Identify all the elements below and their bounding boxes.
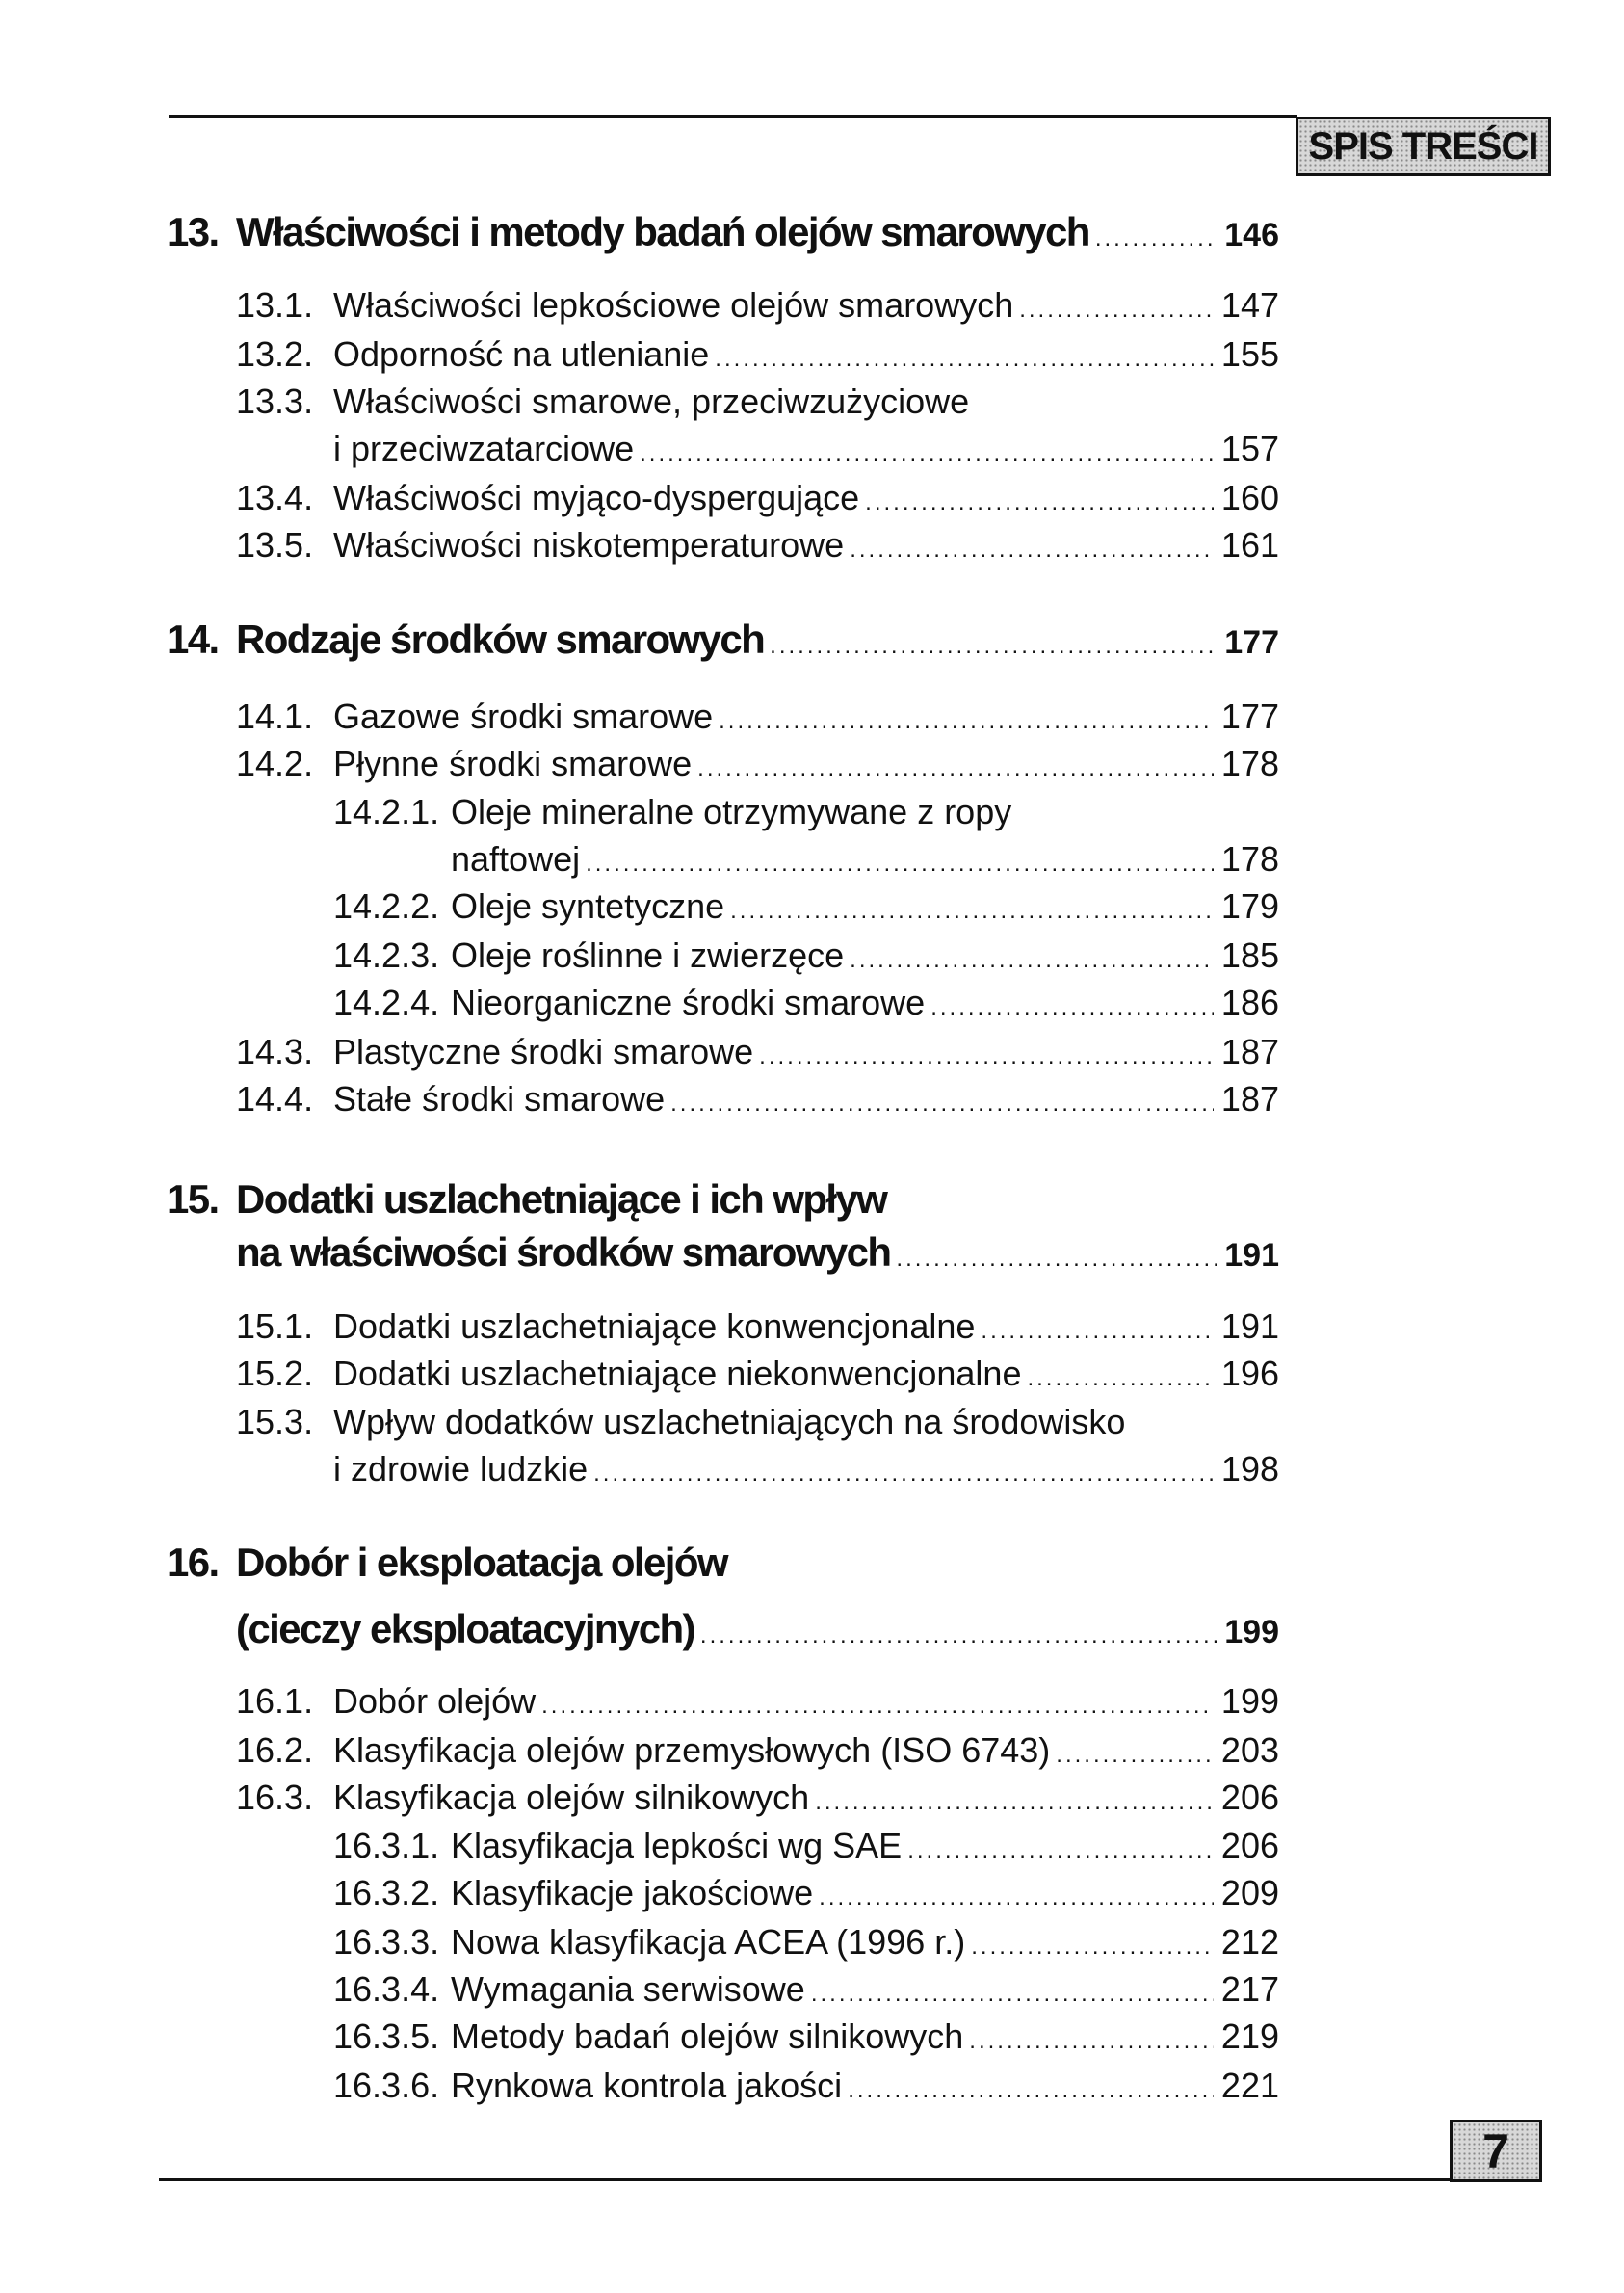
- toc-chapter-entry: [167, 1175, 1279, 1224]
- entry-title: Dodatki uszlachetniające konwencjonalne: [333, 1306, 976, 1346]
- entry-title: Wymagania serwisowe: [451, 1969, 805, 2009]
- toc-entry: [333, 1869, 1279, 1917]
- toc-entry: [333, 979, 1279, 1027]
- entry-title: Stałe środki smarowe: [333, 1079, 666, 1119]
- entry-number: 13.5.: [236, 525, 314, 565]
- entry-title: Oleje mineralne otrzymywane z ropy: [451, 792, 1012, 831]
- entry-page: 161: [1220, 525, 1279, 565]
- entry-page: 178: [1220, 839, 1279, 879]
- entry-number: 16.1.: [236, 1681, 314, 1721]
- entry-number: 13.4.: [236, 478, 314, 517]
- entry-title: Gazowe środki smarowe: [333, 697, 714, 736]
- entry-title: Plastyczne środki smarowe: [333, 1032, 754, 1071]
- dot-leader: [971, 1923, 1214, 1971]
- entry-page: 212: [1220, 1922, 1279, 1962]
- entry-title: naftowej: [451, 839, 581, 879]
- entry-number: 16.3.1.: [333, 1826, 440, 1865]
- entry-page: 187: [1220, 1079, 1279, 1119]
- entry-title: (cieczy eksploatacyjnych): [236, 1606, 694, 1651]
- entry-page: 185: [1220, 936, 1279, 975]
- toc-entry: [333, 2062, 1279, 2110]
- entry-page: 199: [1220, 1681, 1279, 1721]
- entry-page: 157: [1220, 429, 1279, 468]
- dot-leader: [1027, 1355, 1213, 1403]
- entry-number: 13.: [167, 209, 219, 254]
- entry-title: Klasyfikacja olejów przemysłowych (ISO 6743): [333, 1730, 1051, 1770]
- entry-page: 199: [1224, 1614, 1279, 1650]
- toc-chapter-entry: [167, 1539, 1279, 1587]
- dot-leader: [1095, 215, 1217, 263]
- section-badge: [1296, 117, 1551, 176]
- toc-entry: [236, 281, 1279, 329]
- toc-entry: [236, 693, 1279, 741]
- toc-entry: [236, 1774, 1279, 1822]
- footer-rule: [159, 2178, 1452, 2181]
- entry-page: 198: [1220, 1449, 1279, 1489]
- dot-leader: [969, 2017, 1214, 2066]
- entry-page: 146: [1224, 217, 1279, 253]
- entry-title: Właściwości myjąco-dyspergujące: [333, 478, 860, 517]
- entry-title: Odporność na utlenianie: [333, 334, 710, 374]
- entry-title: Płynne środki smarowe: [333, 744, 693, 783]
- toc-entry: [236, 1677, 1279, 1726]
- toc-entry: [236, 1726, 1279, 1775]
- entry-number: 14.2.: [236, 744, 314, 783]
- entry-number: 16.3.5.: [333, 2016, 440, 2056]
- dot-leader: [865, 479, 1214, 527]
- entry-title: Dodatki uszlachetniające niekonwencjonalne: [333, 1354, 1022, 1393]
- dot-leader: [850, 526, 1214, 574]
- dot-leader: [819, 1874, 1214, 1922]
- entry-title: Właściwości niskotemperaturowe: [333, 525, 845, 565]
- entry-page: 191: [1224, 1237, 1279, 1274]
- entry-title: Właściwości lepkościowe olejów smarowych: [333, 285, 1014, 325]
- toc-chapter-entry: [167, 1228, 1279, 1277]
- entry-number: 16.3.2.: [333, 1873, 440, 1912]
- toc-entry: [333, 835, 1279, 883]
- entry-title: i przeciwzatarciowe: [333, 429, 635, 468]
- dot-leader: [770, 622, 1217, 671]
- entry-title: Klasyfikacja olejów silnikowych: [333, 1778, 810, 1817]
- entry-page: 178: [1220, 744, 1279, 783]
- entry-number: 14.1.: [236, 697, 314, 736]
- dot-leader: [981, 1307, 1214, 1356]
- entry-number: 16.3.3.: [333, 1922, 440, 1962]
- dot-leader: [719, 698, 1214, 746]
- entry-number: 14.2.3.: [333, 936, 440, 975]
- entry-title: Nowa klasyfikacja ACEA (1996 r.): [451, 1922, 966, 1962]
- toc-chapter-entry: [167, 208, 1279, 256]
- entry-number: 14.4.: [236, 1079, 314, 1119]
- dot-leader: [593, 1450, 1214, 1498]
- entry-page: 219: [1220, 2016, 1279, 2056]
- dot-leader: [715, 335, 1214, 383]
- entry-title: Właściwości i metody badań olejów smarowych: [236, 209, 1089, 254]
- entry-page: 160: [1220, 478, 1279, 517]
- toc-entry: [333, 1918, 1279, 1966]
- entry-page: 217: [1220, 1969, 1279, 2009]
- entry-number: 16.3.4.: [333, 1969, 440, 2009]
- entry-number: 16.: [167, 1540, 219, 1585]
- entry-number: 15.1.: [236, 1306, 314, 1346]
- entry-page: 191: [1220, 1306, 1279, 1346]
- entry-title: Klasyfikacja lepkości wg SAE: [451, 1826, 903, 1865]
- entry-page: 179: [1220, 886, 1279, 926]
- dot-leader: [930, 984, 1214, 1032]
- entry-title: Oleje roślinne i zwierzęce: [451, 936, 845, 975]
- entry-number: 15.2.: [236, 1354, 314, 1393]
- dot-leader: [730, 887, 1214, 936]
- entry-page: 177: [1224, 624, 1279, 661]
- toc-entry: [236, 1398, 1279, 1446]
- dot-leader: [670, 1080, 1214, 1128]
- toc-entry: [333, 2013, 1279, 2061]
- entry-number: 14.: [167, 617, 219, 662]
- entry-page: 177: [1220, 697, 1279, 736]
- entry-page: 206: [1220, 1826, 1279, 1865]
- entry-title: Dobór i eksploatacja olejów: [236, 1540, 727, 1585]
- entry-title: Klasyfikacje jakościowe: [451, 1873, 814, 1912]
- toc-entry: [333, 932, 1279, 980]
- entry-number: 16.3.: [236, 1778, 314, 1817]
- toc-entry: [236, 1445, 1279, 1493]
- toc-entry: [236, 1075, 1279, 1123]
- entry-title: na właściwości środków smarowych: [236, 1229, 891, 1275]
- toc-entry: [236, 330, 1279, 379]
- entry-title: Dobór olejów: [333, 1681, 537, 1721]
- entry-number: 13.3.: [236, 382, 314, 421]
- dot-leader: [586, 840, 1214, 888]
- entry-number: 14.2.2.: [333, 886, 440, 926]
- toc-entry: [236, 425, 1279, 473]
- entry-page: 186: [1220, 983, 1279, 1022]
- entry-number: 13.1.: [236, 285, 314, 325]
- page-number-box: [1450, 2120, 1542, 2182]
- entry-page: 206: [1220, 1778, 1279, 1817]
- toc-entry: [333, 788, 1279, 836]
- toc-entry: [333, 883, 1279, 931]
- entry-number: 14.2.1.: [333, 792, 440, 831]
- dot-leader: [759, 1033, 1214, 1081]
- toc-chapter-entry: [167, 1605, 1279, 1653]
- entry-title: Rynkowa kontrola jakości: [451, 2066, 843, 2105]
- entry-page: 187: [1220, 1032, 1279, 1071]
- page-number: 7: [1482, 2123, 1509, 2178]
- section-title: SPIS TREŚCI: [1308, 124, 1538, 168]
- dot-leader: [848, 2067, 1214, 2115]
- toc-entry: [236, 740, 1279, 788]
- entry-title: Oleje syntetyczne: [451, 886, 725, 926]
- dot-leader: [850, 936, 1214, 985]
- entry-title: Wpływ dodatków uszlachetniających na środowisko: [333, 1402, 1126, 1441]
- entry-number: 13.2.: [236, 334, 314, 374]
- header-rule: [169, 115, 1297, 118]
- entry-page: 155: [1220, 334, 1279, 374]
- entry-number: 16.2.: [236, 1730, 314, 1770]
- entry-page: 147: [1220, 285, 1279, 325]
- entry-title: i zdrowie ludzkie: [333, 1449, 589, 1489]
- entry-title: Właściwości smarowe, przeciwzużyciowe: [333, 382, 970, 421]
- dot-leader: [1056, 1731, 1214, 1779]
- entry-number: 16.3.6.: [333, 2066, 440, 2105]
- dot-leader: [907, 1827, 1214, 1875]
- toc-entry: [236, 378, 1279, 426]
- entry-page: 209: [1220, 1873, 1279, 1912]
- entry-page: 203: [1220, 1730, 1279, 1770]
- entry-number: 14.2.4.: [333, 983, 440, 1022]
- dot-leader: [896, 1235, 1217, 1283]
- entry-title: Metody badań olejów silnikowych: [451, 2016, 964, 2056]
- dot-leader: [697, 745, 1214, 793]
- toc-entry: [236, 1350, 1279, 1398]
- toc-entry: [333, 1822, 1279, 1870]
- entry-number: 14.3.: [236, 1032, 314, 1071]
- entry-title: Dodatki uszlachetniające i ich wpływ: [236, 1176, 887, 1222]
- entry-title: Rodzaje środków smarowych: [236, 617, 765, 662]
- toc-entry: [333, 1965, 1279, 2014]
- toc-entry: [236, 474, 1279, 522]
- dot-leader: [1019, 286, 1214, 334]
- toc-entry: [236, 1303, 1279, 1351]
- dot-leader: [640, 430, 1214, 478]
- dot-leader: [541, 1682, 1214, 1730]
- toc-entry: [236, 521, 1279, 569]
- toc-chapter-entry: [167, 616, 1279, 664]
- entry-title: Nieorganiczne środki smarowe: [451, 983, 926, 1022]
- entry-number: 15.: [167, 1176, 219, 1222]
- dot-leader: [811, 1970, 1214, 2018]
- toc-entry: [236, 1028, 1279, 1076]
- entry-number: 15.3.: [236, 1402, 314, 1441]
- dot-leader: [815, 1779, 1214, 1827]
- entry-page: 221: [1220, 2066, 1279, 2105]
- entry-page: 196: [1220, 1354, 1279, 1393]
- dot-leader: [700, 1612, 1217, 1660]
